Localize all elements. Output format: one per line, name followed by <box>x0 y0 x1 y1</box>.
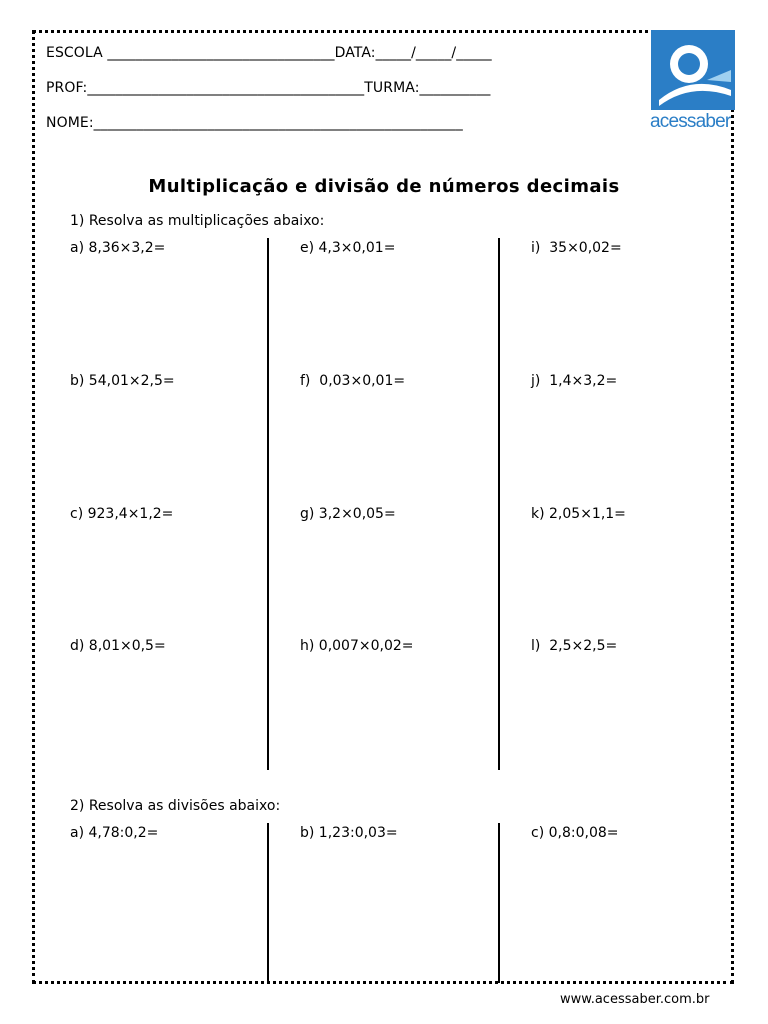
column-divider <box>267 238 269 770</box>
column-divider <box>498 823 500 983</box>
exercise-item: g) 3,2×0,05= <box>300 506 396 522</box>
exercise-item: h) 0,007×0,02= <box>300 638 414 654</box>
section1-heading: 1) Resolva as multiplicações abaixo: <box>70 213 325 229</box>
exercise-item: b) 54,01×2,5= <box>70 373 175 389</box>
exercise-item: k) 2,05×1,1= <box>531 506 626 522</box>
logo-wordmark: acessaber <box>650 111 731 132</box>
exercise-item: l) 2,5×2,5= <box>531 638 618 654</box>
worksheet-title: Multiplicação e divisão de números decimais <box>148 176 620 197</box>
header-escola-line: ESCOLA ________________________________DATA:_____/_____/_____ <box>46 45 492 61</box>
header-nome-line: NOME:____________________________________________________ <box>46 115 463 131</box>
exercise-item: b) 1,23:0,03= <box>300 825 398 841</box>
exercise-item: f) 0,03×0,01= <box>300 373 406 389</box>
footer-url[interactable]: www.acessaber.com.br <box>560 992 710 1007</box>
exercise-item: c) 923,4×1,2= <box>70 506 174 522</box>
exercise-item: c) 0,8:0,08= <box>531 825 619 841</box>
exercise-item: a) 8,36×3,2= <box>70 240 166 256</box>
exercise-item: e) 4,3×0,01= <box>300 240 396 256</box>
header-prof-line: PROF:_______________________________________TURMA:__________ <box>46 80 491 96</box>
logo-emblem-icon <box>651 30 735 110</box>
acessaber-logo <box>651 30 735 134</box>
exercise-item: d) 8,01×0,5= <box>70 638 166 654</box>
column-divider <box>267 823 269 983</box>
column-divider <box>498 238 500 770</box>
exercise-item: i) 35×0,02= <box>531 240 622 256</box>
exercise-item: j) 1,4×3,2= <box>531 373 618 389</box>
section2-heading: 2) Resolva as divisões abaixo: <box>70 798 281 814</box>
exercise-item: a) 4,78:0,2= <box>70 825 159 841</box>
